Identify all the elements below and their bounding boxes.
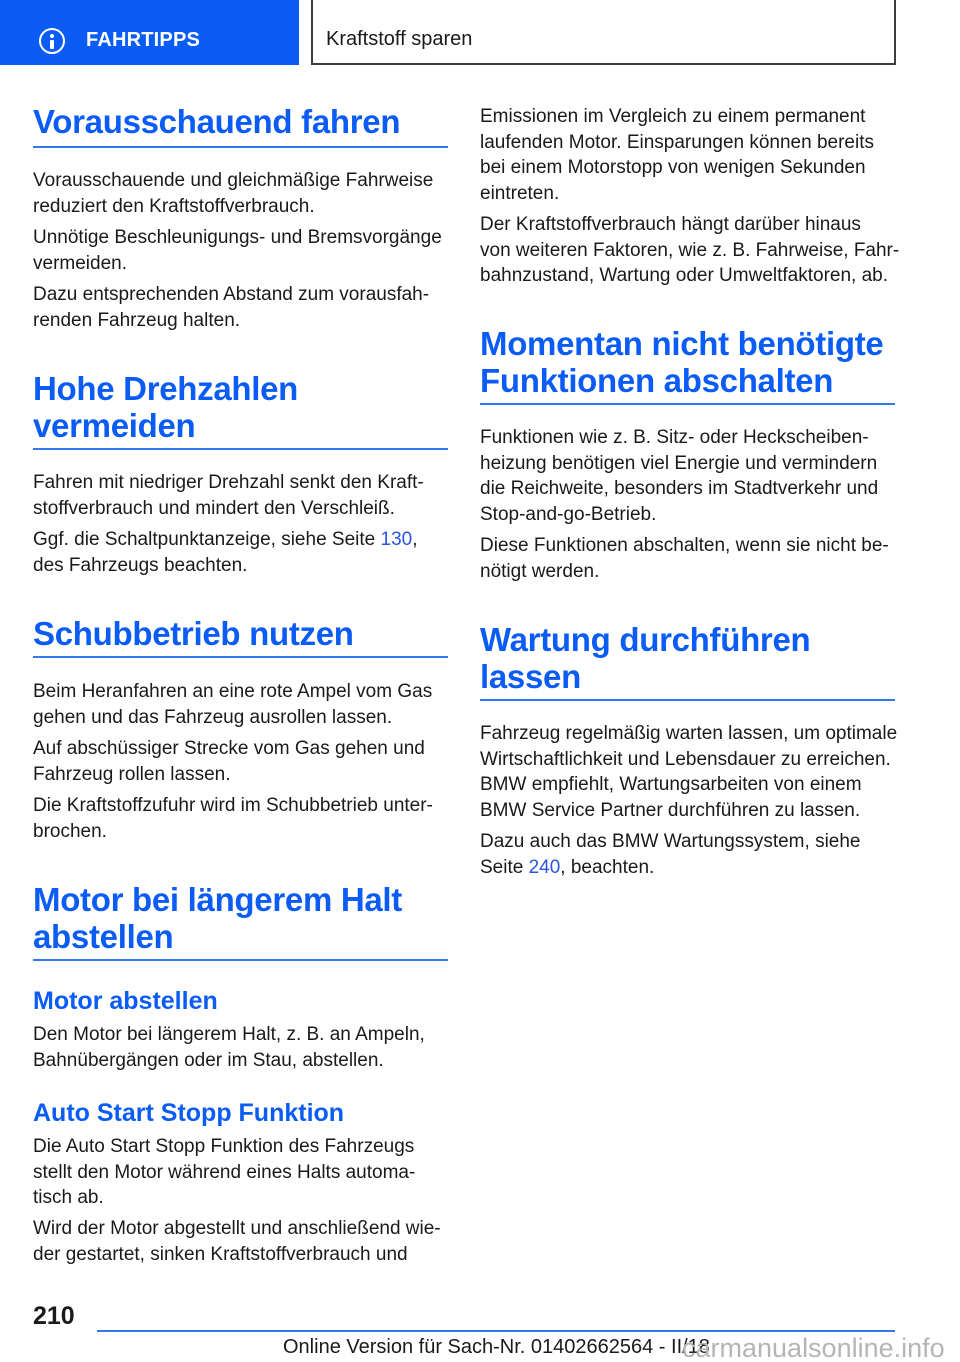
heading-wartung-durchfuehren-lassen: Wartung durchführen lassen xyxy=(480,621,811,695)
subheading-auto-start-stopp-funktion: Auto Start Stopp Funktion xyxy=(33,1099,345,1127)
heading-rule xyxy=(480,699,895,701)
section-title: Kraftstoff sparen xyxy=(326,28,473,50)
paragraph: Auf abschüssiger Strecke vom Gas gehen und Fahrzeug rollen lassen. xyxy=(33,738,425,785)
paragraph: Emissionen im Vergleich zu einem permanent laufenden Motor. Einsparungen können bereits bei einem Motorstopp von wenigen Sekunden eintreten. xyxy=(480,106,874,204)
paragraph: Vorausschauende und gleichmäßige Fahrweise reduziert den Kraftstoffverbrauch. xyxy=(33,170,434,217)
heading-vorausschauend-fahren: Vorausschauend fahren xyxy=(33,103,401,140)
page-link-130[interactable]: 130 xyxy=(380,529,413,550)
page-number: 210 xyxy=(33,1302,75,1330)
paragraph: Diese Funktionen abschalten, wenn sie nicht be- nötigt werden. xyxy=(480,535,889,582)
heading-momentan-nicht-benoetigte-funktionen-abschalten: Momentan nicht benötigte Funktionen abschalten xyxy=(480,325,884,399)
chapter-tab[interactable] xyxy=(0,0,299,65)
paragraph: Fahrzeug regelmäßig warten lassen, um optimale Wirtschaftlichkeit und Lebensdauer zu erreichen. BMW empfiehlt, Wartungsarbeiten von einem BMW Service Partner durchführen zu lassen. xyxy=(480,723,898,821)
paragraph: Die Auto Start Stopp Funktion des Fahrzeugs stellt den Motor während eines Halts automa- tisch ab. xyxy=(33,1136,416,1208)
paragraph: Dazu auch das BMW Wartungssystem, siehe Seite 240, beachten. xyxy=(480,831,861,878)
paragraph: Fahren mit niedriger Drehzahl senkt den Kraft- stoffverbrauch und mindert den Verschleiß. xyxy=(33,472,424,519)
paragraph: Beim Heranfahren an eine rote Ampel vom Gas gehen und das Fahrzeug ausrollen lassen. xyxy=(33,681,433,728)
paragraph: Unnötige Beschleunigungs- und Bremsvorgänge vermeiden. xyxy=(33,227,442,274)
chapter-label: FAHRTIPPS xyxy=(86,29,201,51)
subheading-motor-abstellen: Motor abstellen xyxy=(33,987,218,1015)
heading-rule xyxy=(33,448,448,450)
online-version-text: Online Version für Sach-Nr. 01402662564 - II/18 xyxy=(283,1336,710,1358)
heading-motor-bei-laengerem-halt-abstellen: Motor bei längerem Halt abstellen xyxy=(33,881,402,955)
watermark: carmanualsonline.info xyxy=(682,1333,945,1362)
heading-rule xyxy=(33,959,448,961)
paragraph: Den Motor bei längerem Halt, z. B. an Ampeln, Bahnübergängen oder im Stau, abstellen. xyxy=(33,1024,425,1071)
heading-rule xyxy=(33,146,448,148)
footer-rule xyxy=(97,1330,895,1332)
paragraph: Dazu entsprechenden Abstand zum vorausfah- renden Fahrzeug halten. xyxy=(33,284,430,331)
section-header xyxy=(311,0,896,65)
paragraph: Funktionen wie z. B. Sitz- oder Heckscheiben- heizung benötigen viel Energie und vermindern die Reichweite, besonders im Stadtverkehr und Stop-and-go-Betrieb. xyxy=(480,427,879,525)
info-icon xyxy=(39,28,65,54)
heading-schubbetrieb-nutzen: Schubbetrieb nutzen xyxy=(33,615,354,652)
paragraph: Der Kraftstoffverbrauch hängt darüber hinaus von weiteren Faktoren, wie z. B. Fahrweise, Fahr- bahnzustand, Wartung oder Umweltfaktoren, ab. xyxy=(480,214,900,286)
paragraph: Die Kraftstoffzufuhr wird im Schubbetrieb unter- brochen. xyxy=(33,795,433,842)
paragraph: Wird der Motor abgestellt und anschließend wie- der gestartet, sinken Kraftstoffverbrauch und xyxy=(33,1218,441,1265)
heading-rule xyxy=(33,656,448,658)
page-link-240[interactable]: 240 xyxy=(528,856,561,878)
paragraph: Ggf. die Schaltpunktanzeige, siehe Seite 130, des Fahrzeugs beachten. xyxy=(33,529,418,576)
heading-rule xyxy=(480,403,895,405)
heading-hohe-drehzahlen-vermeiden: Hohe Drehzahlen vermeiden xyxy=(33,370,299,444)
